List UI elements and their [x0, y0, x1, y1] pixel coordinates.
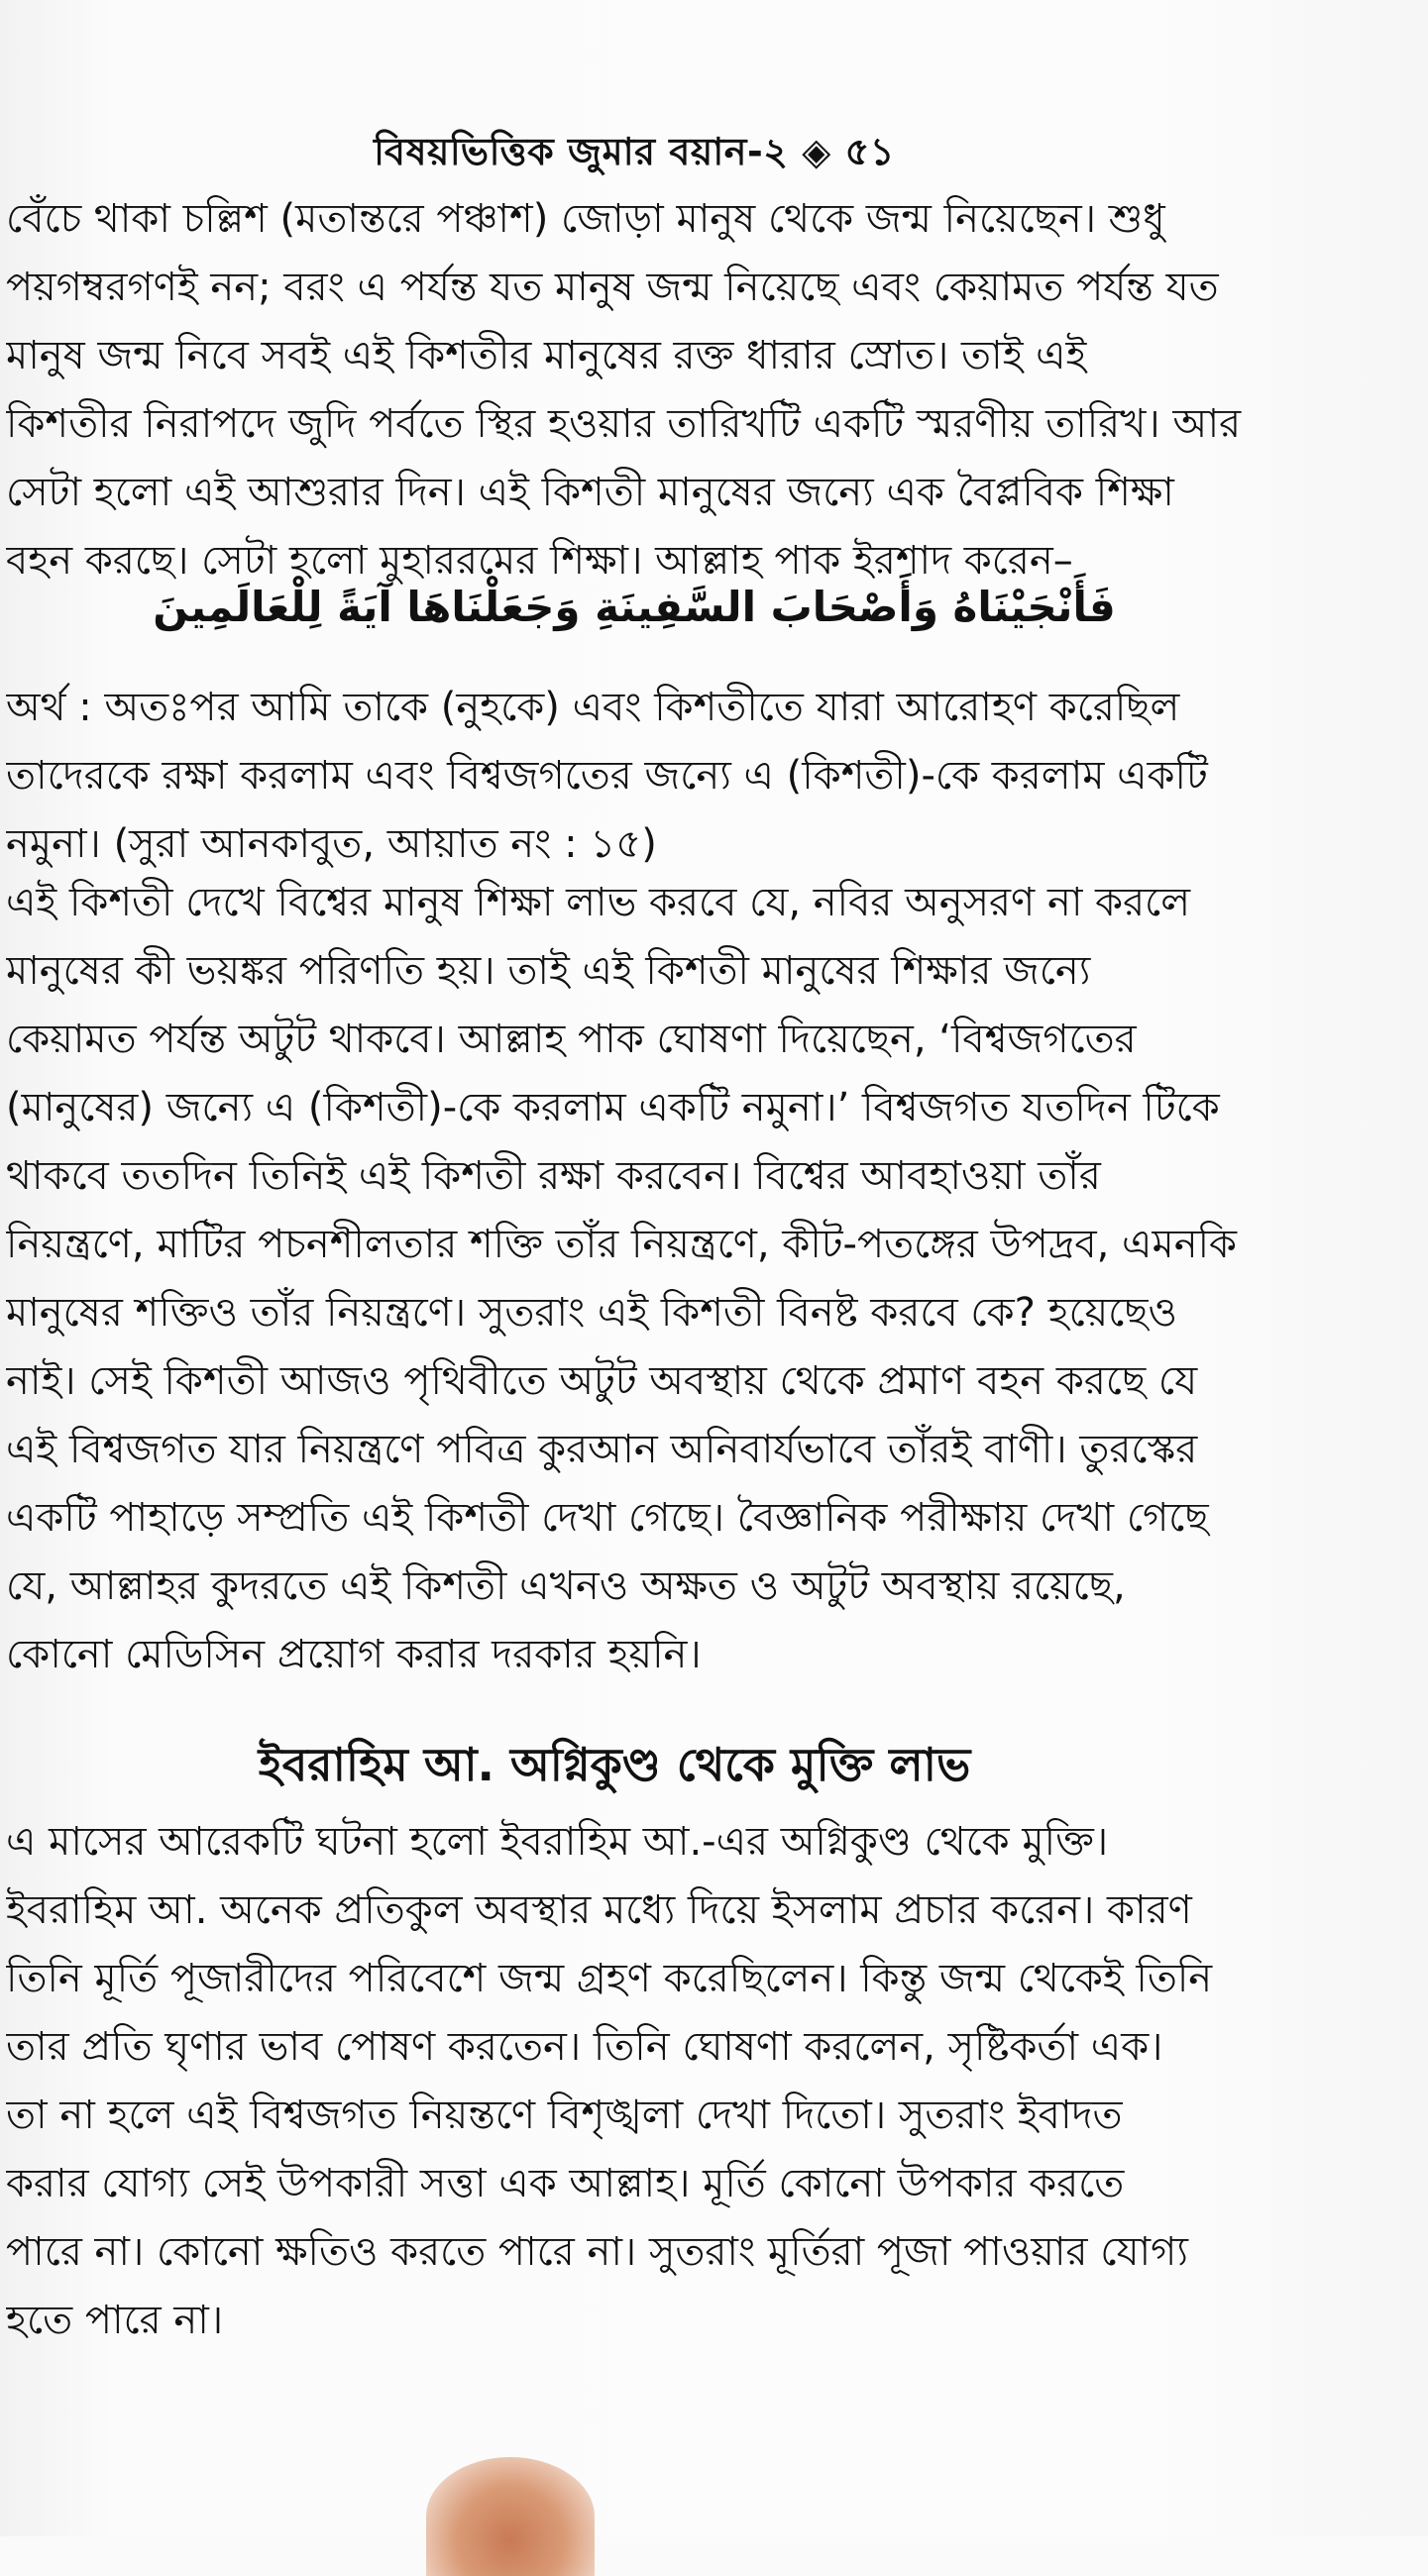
text-line: হতে পারে না।	[6, 2298, 224, 2343]
text-line: কেয়ামত পর্যন্ত অটুট থাকবে। আল্লাহ পাক ঘোষণা দিয়েছেন, ‘বিশ্বজগতের	[6, 1017, 1137, 1062]
text-line: থাকবে ততদিন তিনিই এই কিশতী রক্ষা করবেন। বিশ্বের আবহাওয়া তাঁর	[6, 1153, 1101, 1199]
text-line: তার প্রতি ঘৃণার ভাব পোষণ করতেন। তিনি ঘোষণা করলেন, সৃষ্টিকর্তা এক।	[6, 2024, 1163, 2070]
text-line: নিয়ন্ত্রণে, মাটির পচনশীলতার শক্তি তাঁর নিয়ন্ত্রণে, কীট-পতঙ্গের উপদ্রব, এমনকি	[6, 1222, 1237, 1267]
text-line: মানুষ জন্ম নিবে সবই এই কিশতীর মানুষের রক্ত ধারার স্রোত। তাই এই	[6, 333, 1087, 378]
text-line: সেটা হলো এই আশুরার দিন। এই কিশতী মানুষের জন্যে এক বৈপ্লবিক শিক্ষা	[6, 470, 1174, 515]
paragraph-translation	[6, 674, 1282, 879]
text-line: একটি পাহাড়ে সম্প্রতি এই কিশতী দেখা গেছে। বৈজ্ঞানিক পরীক্ষায় দেখা গেছে	[6, 1495, 1209, 1541]
paragraph-kishti-lesson	[6, 869, 1282, 1689]
text-line: মানুষের কী ভয়ঙ্কর পরিণতি হয়। তাই এই কিশতী মানুষের শিক্ষার জন্যে	[6, 948, 1091, 994]
text-line: অর্থ : অতঃপর আমি তাকে (নুহকে) এবং কিশতীতে যারা আরোহণ করেছিল	[6, 685, 1180, 730]
text-line: পয়গম্বরগণই নন; বরং এ পর্যন্ত যত মানুষ জন্ম নিয়েছে এবং কেয়ামত পর্যন্ত যত	[6, 265, 1219, 310]
text-line: তিনি মূর্তি পূজারীদের পরিবেশে জন্ম গ্রহণ করেছিলেন। কিন্তু জন্ম থেকেই তিনি	[6, 1956, 1213, 2001]
text-line: নাই। সেই কিশতী আজও পৃথিবীতে অটুট অবস্থায় থেকে প্রমাণ বহন করছে যে	[6, 1358, 1198, 1404]
text-line: বেঁচে থাকা চল্লিশ (মতান্তরে পঞ্চাশ) জোড়া মানুষ থেকে জন্ম নিয়েছেন। শুধু	[6, 196, 1165, 242]
text-line: কোনো মেডিসিন প্রয়োগ করার দরকার হয়নি।	[6, 1632, 702, 1677]
text-line: তাদেরকে রক্ষা করলাম এবং বিশ্বজগতের জন্যে এ (কিশতী)-কে করলাম একটি	[6, 753, 1208, 799]
text-line: কিশতীর নিরাপদে জুদি পর্বতে স্থির হওয়ার তারিখটি একটি স্মরণীয় তারিখ। আর	[6, 401, 1242, 447]
paragraph-kishti-origin	[6, 185, 1282, 595]
section-heading: ইবরাহিম আ. অগ্নিকুণ্ড থেকে মুক্তি লাভ	[258, 1738, 971, 1791]
text-line: ইবরাহিম আ. অনেক প্রতিকুল অবস্থার মধ্যে দিয়ে ইসলাম প্রচার করেন। কারণ	[6, 1887, 1192, 1933]
text-line: নমুনা। (সুরা আনকাবুত, আয়াত নং : ১৫)	[6, 821, 657, 867]
text-line: এই বিশ্বজগত যার নিয়ন্ত্রণে পবিত্র কুরআন অনিবার্যভাবে তাঁরই বাণী। তুরস্কের	[6, 1427, 1198, 1472]
paragraph-ibrahim	[6, 1808, 1282, 2355]
finger-photo-artifact	[426, 2457, 595, 2576]
text-line: করার যোগ্য সেই উপকারী সত্তা এক আল্লাহ। মূর্তি কোনো উপকার করতে	[6, 2161, 1125, 2206]
arabic-verse: فَأَنْجَيْنَاهُ وَأَصْحَابَ السَّفِينَةِ وَجَعَلْنَاهَا آيَةً لِلْعَالَمِينَ	[153, 583, 1116, 631]
running-header: বিষয়ভিত্তিক জুমার বয়ান-২ ◈ ৫১	[374, 130, 895, 173]
text-line: বহন করছে। সেটা হলো মুহাররমের শিক্ষা। আল্লাহ পাক ইরশাদ করেন–	[6, 538, 1073, 584]
text-line: তা না হলে এই বিশ্বজগত নিয়ন্তণে বিশৃঙ্খলা দেখা দিতো। সুতরাং ইবাদত	[6, 2093, 1123, 2138]
text-line: (মানুষের) জন্যে এ (কিশতী)-কে করলাম একটি নমুনা।’ বিশ্বজগত যতদিন টিকে	[6, 1085, 1220, 1130]
text-line: যে, আল্লাহর কুদরতে এই কিশতী এখনও অক্ষত ও অটুট অবস্থায় রয়েছে,	[6, 1563, 1126, 1609]
text-line: মানুষের শক্তিও তাঁর নিয়ন্ত্রণে। সুতরাং এই কিশতী বিনষ্ট করবে কে? হয়েছেও	[6, 1290, 1177, 1336]
text-line: এ মাসের আরেকটি ঘটনা হলো ইবরাহিম আ.-এর অগ্নিকুণ্ড থেকে মুক্তি।	[6, 1819, 1109, 1865]
text-line: পারে না। কোনো ক্ষতিও করতে পারে না। সুতরাং মূর্তিরা পূজা পাওয়ার যোগ্য	[6, 2229, 1188, 2275]
text-line: এই কিশতী দেখে বিশ্বের মানুষ শিক্ষা লাভ করবে যে, নবির অনুসরণ না করলে	[6, 880, 1190, 925]
